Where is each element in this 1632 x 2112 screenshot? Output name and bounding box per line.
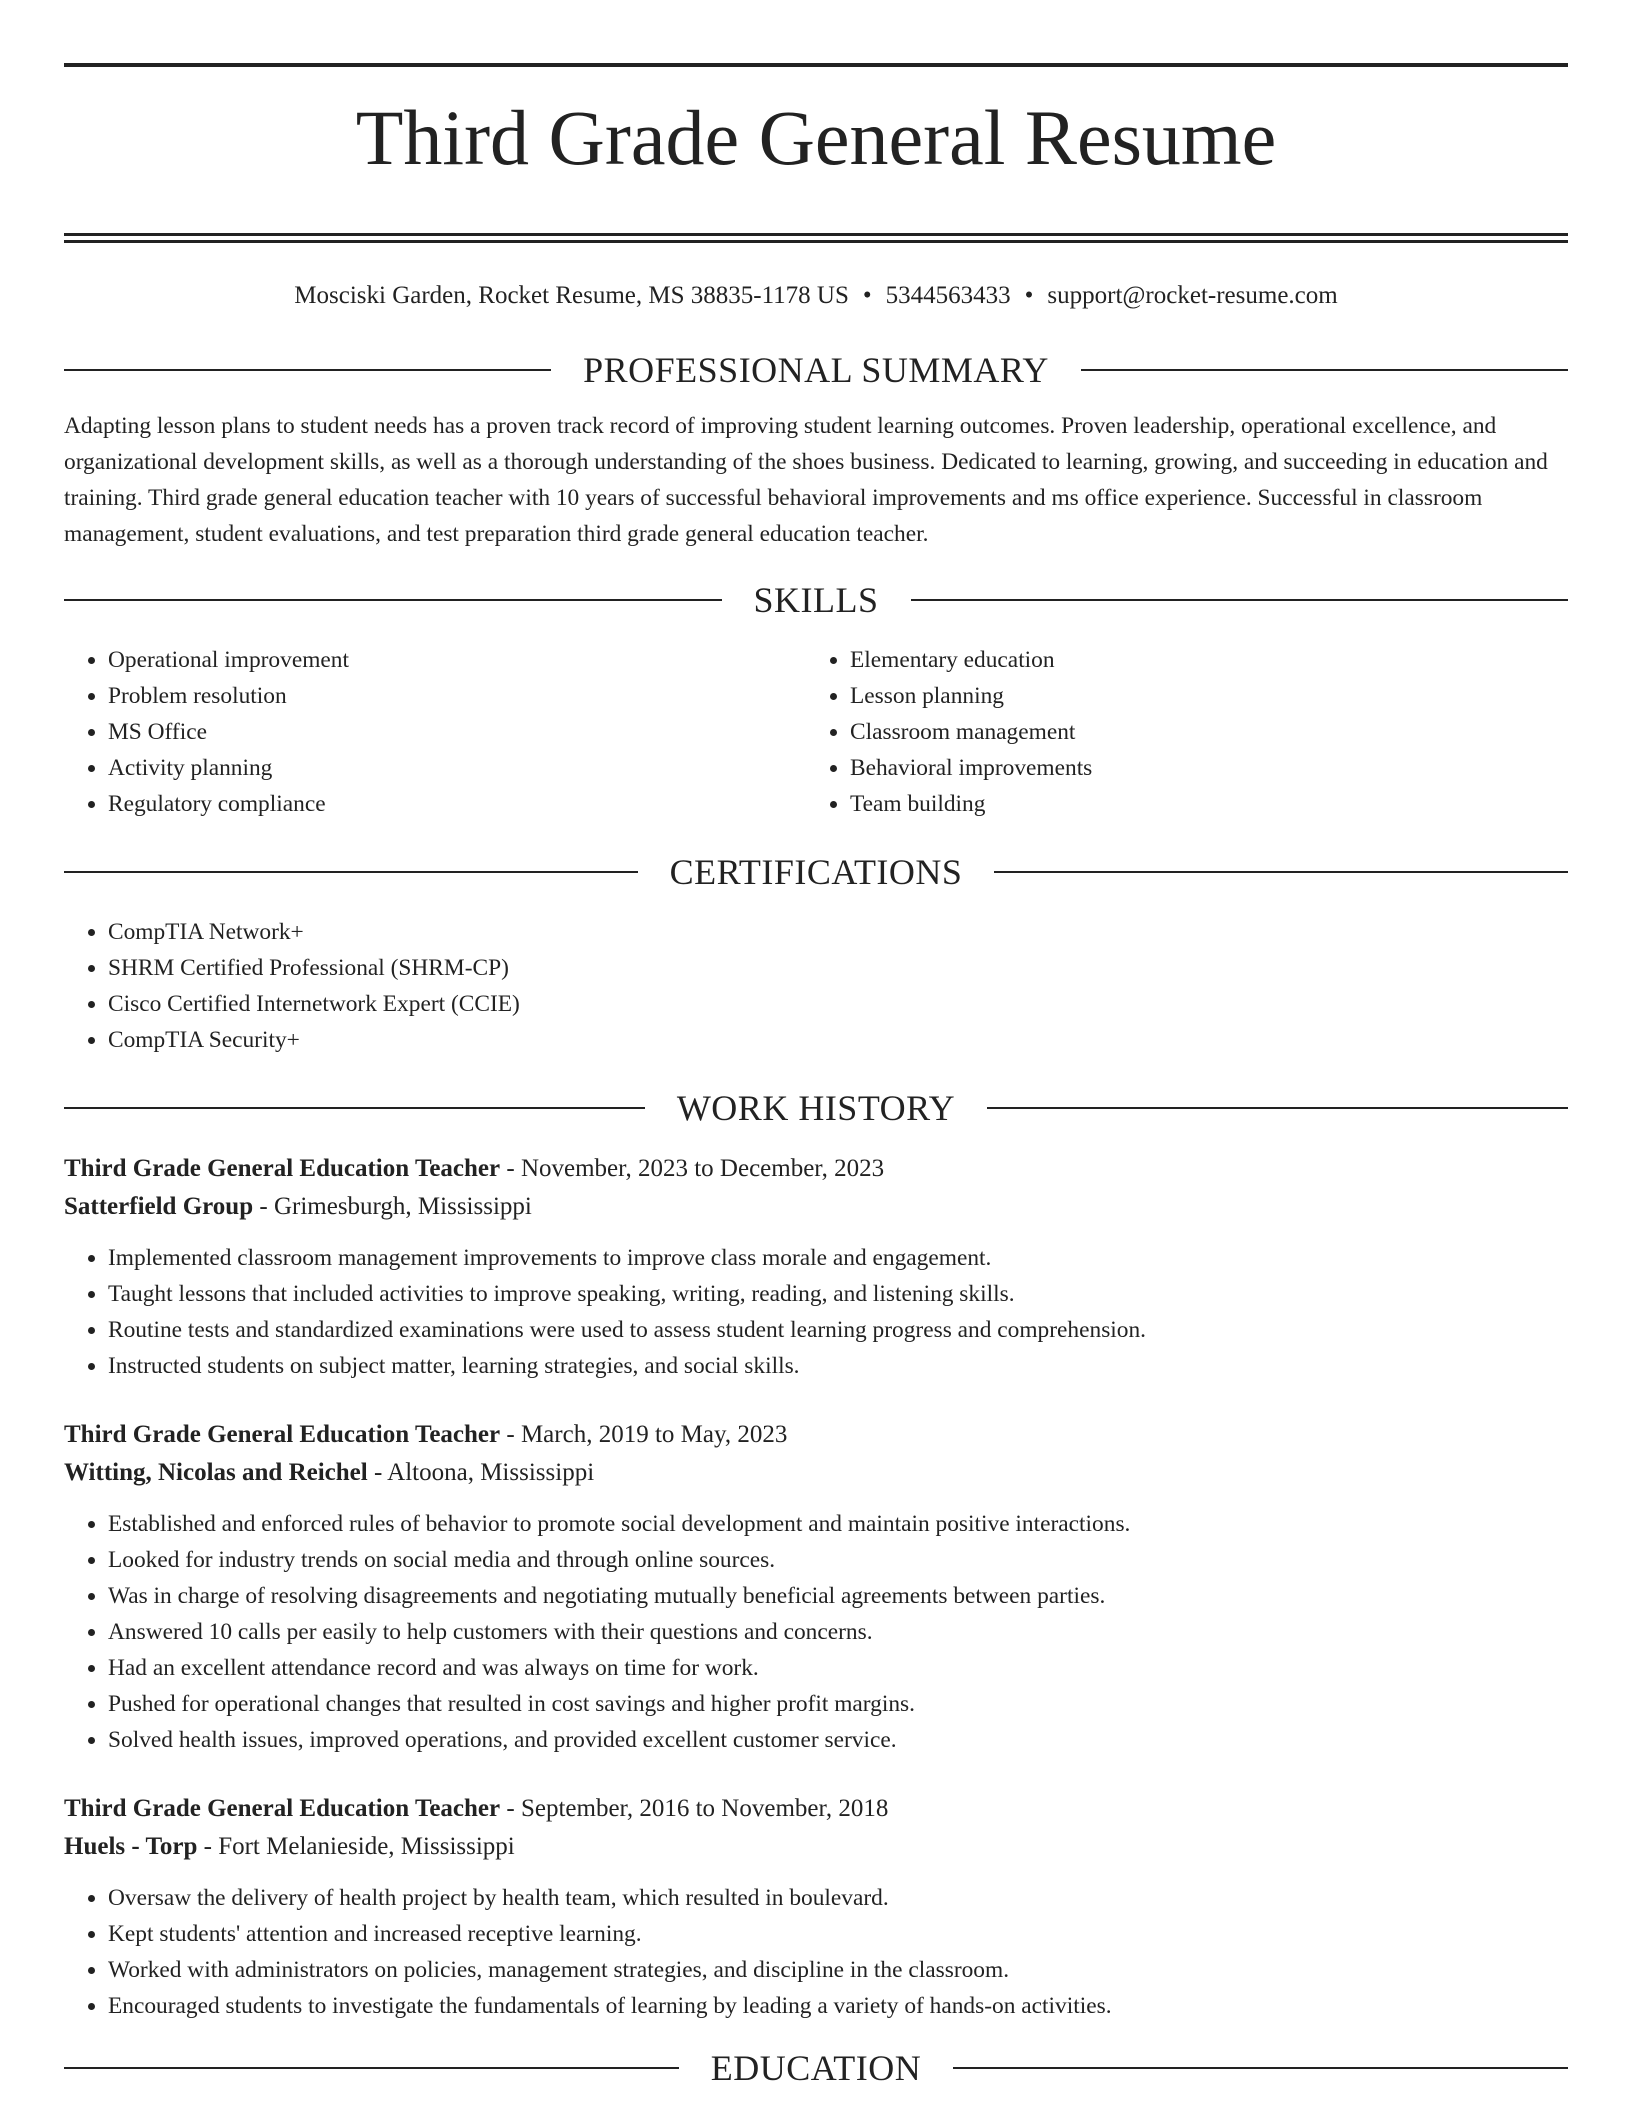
job-dates: - November, 2023 to December, 2023	[500, 1155, 885, 1182]
section-heading-education	[64, 2048, 1568, 2088]
job-bullet: • Solved health issues, improved operations, and provided excellent customer service.	[108, 1722, 1568, 1758]
job-bullet: • Answered 10 calls per easily to help customers with their questions and concerns.	[108, 1614, 1568, 1650]
resume-title: Third Grade General Resume	[355, 94, 1277, 181]
job-company: Witting, Nicolas and Reichel	[64, 1459, 368, 1486]
heading-rule	[64, 369, 551, 371]
job-bullet: • Taught lessons that included activities to improve speaking, writing, reading, and listening skills.	[108, 1276, 1568, 1312]
job-bullet: • Established and enforced rules of behavior to promote social development and maintain positive interactions.	[108, 1506, 1568, 1542]
job-bullets	[64, 1880, 1568, 2024]
job-bullet: • Worked with administrators on policies, management strategies, and discipline in the classroom.	[108, 1952, 1568, 1988]
job-location: - Fort Melanieside, Mississippi	[197, 1833, 515, 1860]
job-location: - Altoona, Mississippi	[367, 1459, 595, 1486]
section-title: CERTIFICATIONS	[669, 852, 963, 892]
certification-item: • CompTIA Security+	[108, 1022, 1568, 1058]
contact-separator: •	[862, 282, 872, 309]
job-dates: - March, 2019 to May, 2023	[500, 1421, 788, 1448]
job-bullet: • Kept students' attention and increased receptive learning.	[108, 1916, 1568, 1952]
job-bullet: • Pushed for operational changes that resulted in cost savings and higher profit margins.	[108, 1686, 1568, 1722]
summary-text: Adapting lesson plans to student needs has a proven track record of improving student learning outcomes. Proven leadership, operational excellence, and organizational development skills, as well as a thorough understanding of the shoes business. Dedicated to learning, growing, and succeeding in education and training. Third grade general education teacher with 10 years of successful behavioral improvements and ms office experience. Successful in classroom management, student evaluations, and test preparation third grade general education teacher.	[64, 413, 1548, 547]
job-entry	[64, 1150, 1568, 1384]
section-title: PROFESSIONAL SUMMARY	[583, 350, 1049, 390]
job-title: Third Grade General Education Teacher	[64, 1795, 501, 1822]
heading-rule	[994, 871, 1568, 873]
skill-item: • Problem resolution	[108, 678, 806, 714]
certification-item: • SHRM Certified Professional (SHRM-CP)	[108, 950, 1568, 986]
skill-item: • Operational improvement	[108, 642, 806, 678]
contact-separator: •	[1024, 282, 1034, 309]
job-bullet: • Encouraged students to investigate the fundamentals of learning by leading a variety of hands-on activities.	[108, 1988, 1568, 2024]
job-company-line	[64, 1828, 1568, 1866]
skills-column-right	[806, 642, 1548, 822]
heading-rule	[64, 1107, 645, 1109]
heading-rule	[987, 1107, 1568, 1109]
job-bullet: • Implemented classroom management improvements to improve class morale and engagement.	[108, 1240, 1568, 1276]
job-title-line	[64, 1416, 1568, 1454]
section-heading-skills	[64, 580, 1568, 620]
heading-rule	[64, 871, 638, 873]
skills-column-left	[64, 642, 806, 822]
heading-rule	[64, 599, 722, 601]
section-title: WORK HISTORY	[676, 1088, 956, 1128]
job-title: Third Grade General Education Teacher	[64, 1421, 501, 1448]
job-title: Third Grade General Education Teacher	[64, 1155, 501, 1182]
contact-phone: 5344563433	[885, 282, 1011, 309]
contact-address: Mosciski Garden, Rocket Resume, MS 38835-1178 US	[294, 282, 849, 309]
section-heading-work-history	[64, 1088, 1568, 1128]
resume-page	[64, 63, 1568, 2088]
certifications-list	[64, 914, 1568, 1058]
job-bullet: • Instructed students on subject matter, learning strategies, and social skills.	[108, 1348, 1568, 1384]
job-dates: - September, 2016 to November, 2018	[500, 1795, 889, 1822]
heading-rule	[953, 2067, 1568, 2069]
heading-rule	[1081, 369, 1568, 371]
job-location: - Grimesburgh, Mississippi	[253, 1193, 532, 1220]
skill-item: • Team building	[850, 786, 1548, 822]
section-heading-certifications	[64, 852, 1568, 892]
job-bullets	[64, 1240, 1568, 1384]
skills-list	[64, 642, 1568, 822]
job-bullet: • Was in charge of resolving disagreements and negotiating mutually beneficial agreements between parties.	[108, 1578, 1568, 1614]
section-title: EDUCATION	[710, 2048, 922, 2088]
contact-email: support@rocket-resume.com	[1047, 282, 1338, 309]
job-entry	[64, 1790, 1568, 2024]
skill-item: • Behavioral improvements	[850, 750, 1548, 786]
job-bullet: • Looked for industry trends on social media and through online sources.	[108, 1542, 1568, 1578]
heading-rule	[911, 599, 1569, 601]
job-entry	[64, 1416, 1568, 1758]
certification-item: • CompTIA Network+	[108, 914, 1568, 950]
skill-item: • Elementary education	[850, 642, 1548, 678]
skill-item: • Classroom management	[850, 714, 1548, 750]
job-title-line	[64, 1790, 1568, 1828]
job-company: Satterfield Group	[64, 1193, 254, 1220]
skill-item: • Activity planning	[108, 750, 806, 786]
title-double-rule	[64, 233, 1568, 243]
job-bullet: • Routine tests and standardized examinations were used to assess student learning progress and comprehension.	[108, 1312, 1568, 1348]
top-rule	[64, 63, 1568, 67]
skill-item: • Regulatory compliance	[108, 786, 806, 822]
job-company-line	[64, 1188, 1568, 1226]
certification-item: • Cisco Certified Internetwork Expert (CCIE)	[108, 986, 1568, 1022]
skill-item: • Lesson planning	[850, 678, 1548, 714]
job-title-line	[64, 1150, 1568, 1188]
job-company: Huels - Torp	[64, 1833, 198, 1860]
heading-rule	[64, 2067, 679, 2069]
job-bullet: • Had an excellent attendance record and was always on time for work.	[108, 1650, 1568, 1686]
skill-item: • MS Office	[108, 714, 806, 750]
job-bullets	[64, 1506, 1568, 1758]
job-company-line	[64, 1454, 1568, 1492]
section-heading-summary	[64, 350, 1568, 390]
job-bullet: • Oversaw the delivery of health project by health team, which resulted in boulevard.	[108, 1880, 1568, 1916]
section-title: SKILLS	[753, 580, 879, 620]
contact-line	[64, 280, 1568, 312]
